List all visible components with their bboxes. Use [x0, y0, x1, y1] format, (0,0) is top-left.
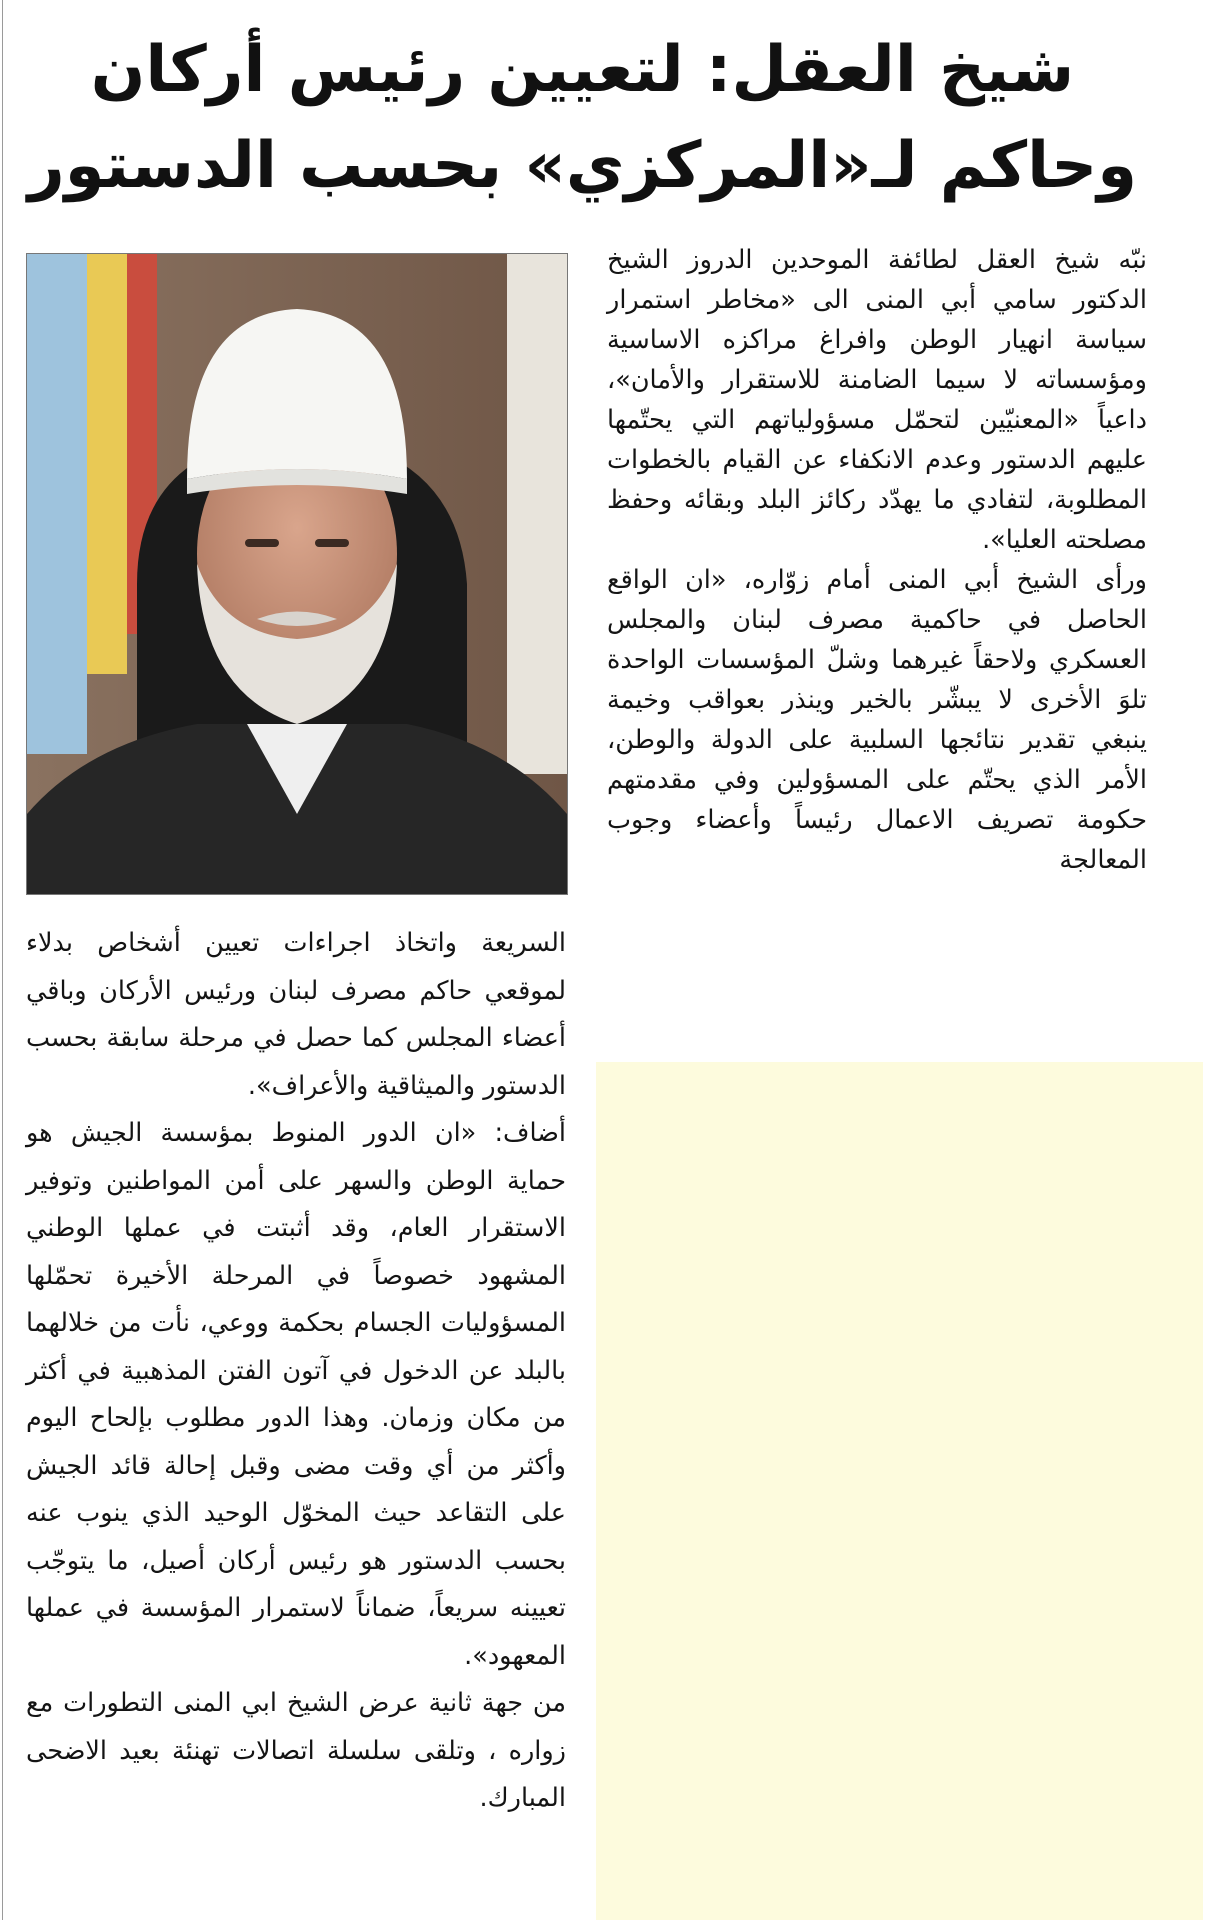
article-column-left	[26, 920, 566, 1823]
portrait-photo	[26, 253, 568, 895]
paragraph: ورأى الشيخ أبي المنى أمام زوّاره، «ان الواقع الحاصل في حاكمية مصرف لبنان والمجلس العسكري ولاحقاً غيرهما وشلّ المؤسسات الواحدة تلوَ الأخرى لا يبشّر بالخير وينذر بعواقب وخيمة ينبغي تقدير نتائجها السلبية على الدولة والوطن، الأمر الذي يحتّم على المسؤولين وفي مقدمتهم حكومة تصريف الاعمال رئيساً وأعضاء وجوب المعالجة	[607, 565, 1147, 875]
headline-line-2: وحاكم لـ«المركزي» بحسب الدستور	[27, 129, 1138, 203]
article-column-right	[607, 240, 1147, 880]
highlight-box	[596, 1062, 1203, 1920]
headline	[20, 22, 1145, 214]
paragraph: أضاف: «ان الدور المنوط بمؤسسة الجيش هو حماية الوطن والسهر على أمن المواطنين وتوفير الاستقرار العام، وقد أثبتت في عملها الوطني المشهود خصوصاً في المرحلة الأخيرة تحمّلها المسؤوليات الجسام بحكمة ووعي، نأت من خلالهما بالبلد عن الدخول في آتون الفتن المذهبية في أكثر من مكان وزمان. وهذا الدور مطلوب بإلحاح اليوم وأكثر من أي وقت مضى وقبل إحالة قائد الجيش على التقاعد حيث المخوّل الوحيد الذي ينوب عنه بحسب الدستور هو رئيس أركان أصيل، ما يتوجّب تعيينه سريعاً، ضماناً لاستمرار المؤسسة في عملها المعهود».	[26, 1118, 566, 1671]
paragraph: السريعة واتخاذ اجراءات تعيين أشخاص بدلاء لموقعي حاكم مصرف لبنان ورئيس الأركان وباقي أعضاء المجلس كما حصل في مرحلة سابقة بحسب الدستور والميثاقية والأعراف».	[26, 928, 566, 1101]
page-edge-rule	[2, 0, 3, 1920]
headline-line-1: شيخ العقل: لتعيين رئيس أركان	[90, 33, 1075, 107]
paragraph: نبّه شيخ العقل لطائفة الموحدين الدروز الشيخ الدكتور سامي أبي المنى الى «مخاطر استمرار سياسة انهيار الوطن وافراغ مراكزه الاساسية ومؤسساته لا سيما الضامنة للاستقرار والأمان»، داعياً «المعنيّين لتحمّل مسؤولياتهم التي يحتّمها عليهم الدستور وعدم الانكفاء عن القيام بالخطوات المطلوبة، لتفادي ما يهدّد ركائز البلد وبقائه وحفظ مصلحته العليا».	[607, 245, 1147, 555]
paragraph: من جهة ثانية عرض الشيخ ابي المنى التطورات مع زواره ، وتلقى سلسلة اتصالات تهنئة بعيد الاضحى المبارك.	[26, 1688, 566, 1813]
